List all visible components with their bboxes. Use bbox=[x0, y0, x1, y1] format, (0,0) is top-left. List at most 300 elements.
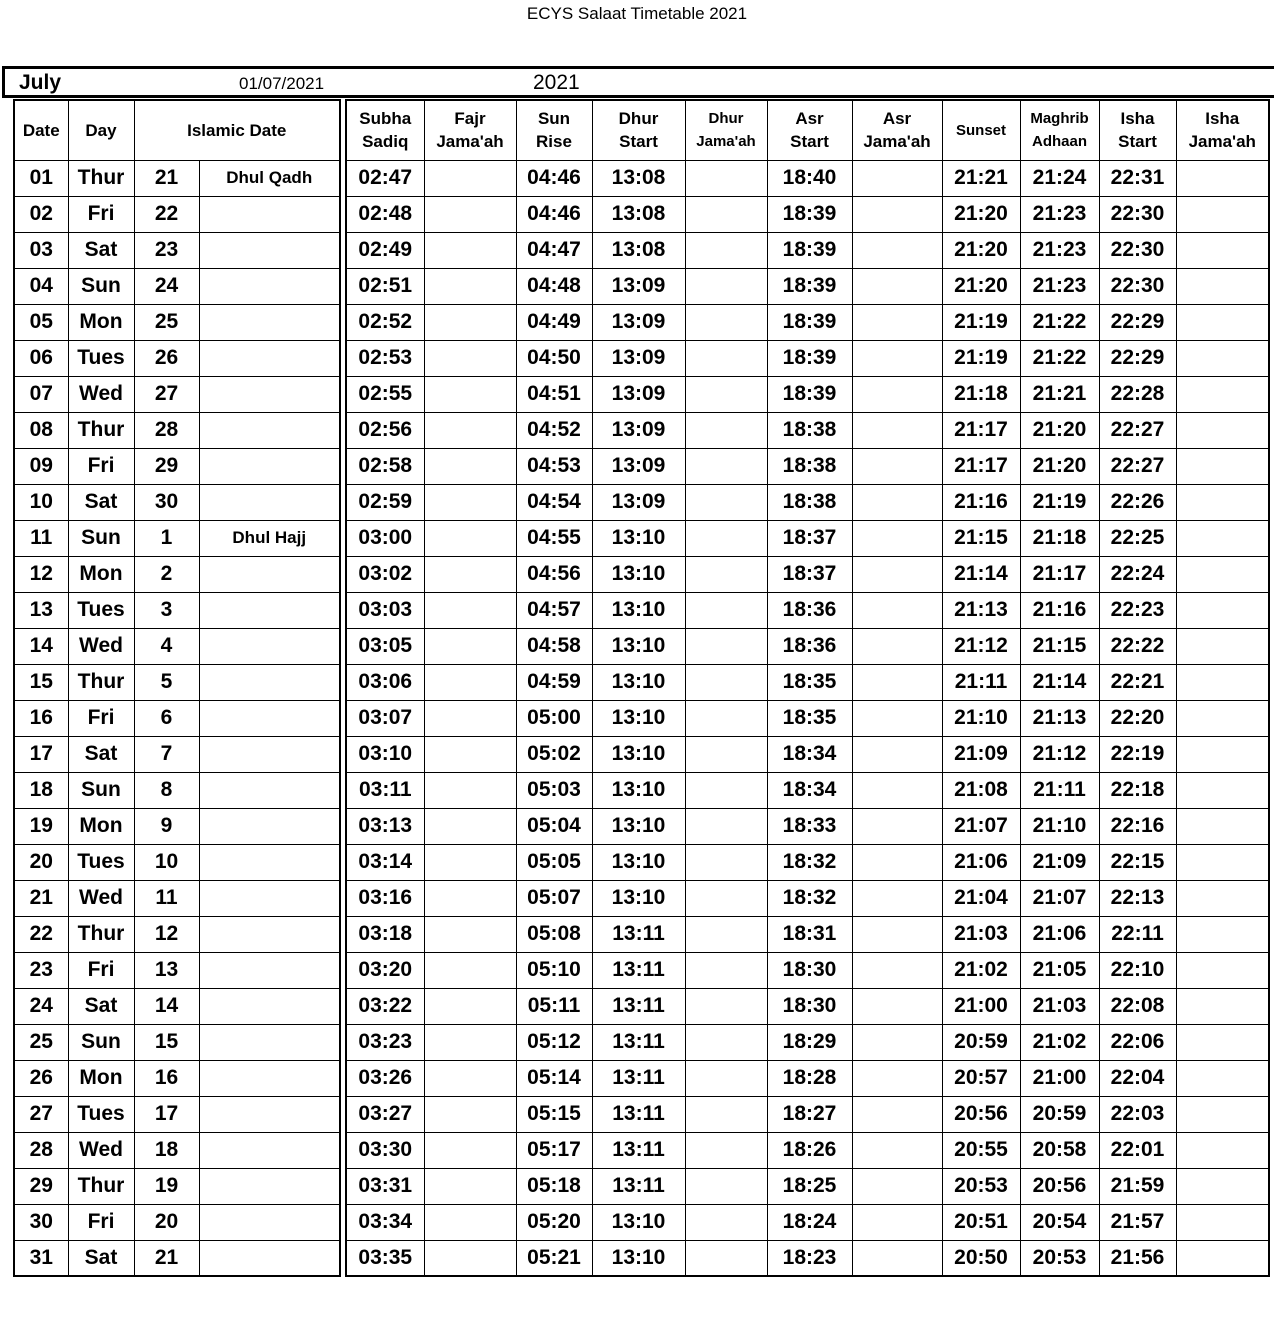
date-cell: 23 bbox=[14, 952, 68, 988]
sunrise-cell: 05:00 bbox=[516, 700, 592, 736]
asr-start-cell: 18:34 bbox=[767, 772, 852, 808]
dhur-jamaah-cell bbox=[685, 556, 767, 592]
fajr-jamaah-cell bbox=[424, 376, 516, 412]
sunset-cell: 20:55 bbox=[942, 1132, 1020, 1168]
dhur-jamaah-cell bbox=[685, 988, 767, 1024]
subha-sadiq-cell: 02:52 bbox=[346, 304, 424, 340]
islamic-day-cell: 21 bbox=[134, 1240, 199, 1276]
maghrib-adhaan-cell: 21:07 bbox=[1020, 880, 1099, 916]
table-row bbox=[346, 376, 1269, 412]
dhur-jamaah-cell bbox=[685, 1096, 767, 1132]
subha-sadiq-cell: 03:13 bbox=[346, 808, 424, 844]
subha-sadiq-cell: 03:27 bbox=[346, 1096, 424, 1132]
sunrise-cell: 04:56 bbox=[516, 556, 592, 592]
date-cell: 16 bbox=[14, 700, 68, 736]
dhur-start-cell: 13:11 bbox=[592, 1096, 685, 1132]
fajr-jamaah-cell bbox=[424, 988, 516, 1024]
subha-sadiq-cell: 03:23 bbox=[346, 1024, 424, 1060]
day-cell: Sat bbox=[68, 1240, 134, 1276]
dhur-jamaah-cell bbox=[685, 412, 767, 448]
sunset-cell: 21:07 bbox=[942, 808, 1020, 844]
sunrise-cell: 05:07 bbox=[516, 880, 592, 916]
maghrib-adhaan-cell: 21:21 bbox=[1020, 376, 1099, 412]
isha-start-cell: 22:04 bbox=[1099, 1060, 1176, 1096]
sunrise-cell: 05:03 bbox=[516, 772, 592, 808]
asr-start-cell: 18:28 bbox=[767, 1060, 852, 1096]
subha-sadiq-cell: 03:18 bbox=[346, 916, 424, 952]
sunset-cell: 21:15 bbox=[942, 520, 1020, 556]
subha-sadiq-cell: 03:06 bbox=[346, 664, 424, 700]
asr-start-cell: 18:30 bbox=[767, 952, 852, 988]
isha-jamaah-cell bbox=[1176, 160, 1269, 196]
subha-sadiq-cell: 02:49 bbox=[346, 232, 424, 268]
isha-start-cell: 22:01 bbox=[1099, 1132, 1176, 1168]
asr-jamaah-cell bbox=[852, 844, 942, 880]
sunrise-cell: 04:49 bbox=[516, 304, 592, 340]
subha-sadiq-cell: 03:11 bbox=[346, 772, 424, 808]
date-cell: 31 bbox=[14, 1240, 68, 1276]
asr-jamaah-cell bbox=[852, 952, 942, 988]
isha-start-cell: 22:28 bbox=[1099, 376, 1176, 412]
day-cell: Wed bbox=[68, 376, 134, 412]
subha-sadiq-cell: 03:31 bbox=[346, 1168, 424, 1204]
sunset-cell: 21:20 bbox=[942, 268, 1020, 304]
dhur-start-cell: 13:11 bbox=[592, 988, 685, 1024]
isha-start-cell: 21:57 bbox=[1099, 1204, 1176, 1240]
table-row bbox=[14, 160, 340, 196]
fajr-jamaah-cell bbox=[424, 844, 516, 880]
isha-start-cell: 21:59 bbox=[1099, 1168, 1176, 1204]
isha-start-cell: 22:18 bbox=[1099, 772, 1176, 808]
sunrise-cell: 04:57 bbox=[516, 592, 592, 628]
sunset-cell: 21:09 bbox=[942, 736, 1020, 772]
sunset-cell: 21:08 bbox=[942, 772, 1020, 808]
date-cell: 21 bbox=[14, 880, 68, 916]
asr-jamaah-cell bbox=[852, 196, 942, 232]
dhur-jamaah-cell bbox=[685, 1024, 767, 1060]
asr-jamaah-cell bbox=[852, 520, 942, 556]
isha-start-cell: 22:19 bbox=[1099, 736, 1176, 772]
table-row bbox=[346, 1024, 1269, 1060]
table-row bbox=[346, 1204, 1269, 1240]
dhur-jamaah-cell bbox=[685, 340, 767, 376]
islamic-day-cell: 17 bbox=[134, 1096, 199, 1132]
table-row bbox=[14, 880, 340, 916]
maghrib-adhaan-cell: 21:11 bbox=[1020, 772, 1099, 808]
header-dhur-start: Dhur Start bbox=[592, 100, 685, 160]
isha-jamaah-cell bbox=[1176, 916, 1269, 952]
islamic-day-cell: 9 bbox=[134, 808, 199, 844]
day-cell: Thur bbox=[68, 160, 134, 196]
table-row bbox=[346, 592, 1269, 628]
table-row bbox=[14, 1168, 340, 1204]
date-cell: 30 bbox=[14, 1204, 68, 1240]
sunrise-cell: 04:55 bbox=[516, 520, 592, 556]
fajr-jamaah-cell bbox=[424, 304, 516, 340]
sunrise-cell: 04:46 bbox=[516, 196, 592, 232]
table-row bbox=[346, 340, 1269, 376]
islamic-day-cell: 30 bbox=[134, 484, 199, 520]
sunset-cell: 21:17 bbox=[942, 448, 1020, 484]
asr-start-cell: 18:38 bbox=[767, 448, 852, 484]
fajr-jamaah-cell bbox=[424, 772, 516, 808]
islamic-month-cell bbox=[199, 844, 340, 880]
islamic-month-cell bbox=[199, 1096, 340, 1132]
date-cell: 15 bbox=[14, 664, 68, 700]
maghrib-adhaan-cell: 21:23 bbox=[1020, 196, 1099, 232]
asr-jamaah-cell bbox=[852, 448, 942, 484]
fajr-jamaah-cell bbox=[424, 664, 516, 700]
isha-jamaah-cell bbox=[1176, 628, 1269, 664]
asr-jamaah-cell bbox=[852, 628, 942, 664]
maghrib-adhaan-cell: 21:18 bbox=[1020, 520, 1099, 556]
table-row bbox=[14, 1204, 340, 1240]
dhur-jamaah-cell bbox=[685, 376, 767, 412]
islamic-day-cell: 27 bbox=[134, 376, 199, 412]
fajr-jamaah-cell bbox=[424, 1168, 516, 1204]
header-sunset: Sunset bbox=[942, 100, 1020, 160]
dhur-start-cell: 13:11 bbox=[592, 916, 685, 952]
isha-jamaah-cell bbox=[1176, 1024, 1269, 1060]
islamic-day-cell: 8 bbox=[134, 772, 199, 808]
isha-start-cell: 22:24 bbox=[1099, 556, 1176, 592]
isha-jamaah-cell bbox=[1176, 664, 1269, 700]
fajr-jamaah-cell bbox=[424, 700, 516, 736]
sunset-cell: 20:53 bbox=[942, 1168, 1020, 1204]
dhur-start-cell: 13:09 bbox=[592, 484, 685, 520]
fajr-jamaah-cell bbox=[424, 1060, 516, 1096]
islamic-month-cell bbox=[199, 1204, 340, 1240]
asr-jamaah-cell bbox=[852, 880, 942, 916]
islamic-day-cell: 13 bbox=[134, 952, 199, 988]
table-row bbox=[14, 340, 340, 376]
date-cell: 18 bbox=[14, 772, 68, 808]
table-row bbox=[346, 232, 1269, 268]
dhur-start-cell: 13:10 bbox=[592, 844, 685, 880]
subha-sadiq-cell: 03:20 bbox=[346, 952, 424, 988]
day-cell: Thur bbox=[68, 664, 134, 700]
subha-sadiq-cell: 02:53 bbox=[346, 340, 424, 376]
islamic-day-cell: 20 bbox=[134, 1204, 199, 1240]
asr-jamaah-cell bbox=[852, 232, 942, 268]
asr-jamaah-cell bbox=[852, 160, 942, 196]
header-isha-start: Isha Start bbox=[1099, 100, 1176, 160]
asr-jamaah-cell bbox=[852, 412, 942, 448]
maghrib-adhaan-cell: 21:12 bbox=[1020, 736, 1099, 772]
date-cell: 22 bbox=[14, 916, 68, 952]
asr-jamaah-cell bbox=[852, 556, 942, 592]
maghrib-adhaan-cell: 21:23 bbox=[1020, 232, 1099, 268]
sunrise-cell: 05:05 bbox=[516, 844, 592, 880]
asr-start-cell: 18:39 bbox=[767, 196, 852, 232]
asr-start-cell: 18:23 bbox=[767, 1240, 852, 1276]
table-row bbox=[14, 196, 340, 232]
month-label: July bbox=[19, 71, 62, 94]
date-cell: 09 bbox=[14, 448, 68, 484]
islamic-day-cell: 1 bbox=[134, 520, 199, 556]
subha-sadiq-cell: 02:47 bbox=[346, 160, 424, 196]
islamic-month-cell bbox=[199, 700, 340, 736]
asr-start-cell: 18:24 bbox=[767, 1204, 852, 1240]
isha-start-cell: 22:27 bbox=[1099, 448, 1176, 484]
asr-jamaah-cell bbox=[852, 1240, 942, 1276]
maghrib-adhaan-cell: 21:15 bbox=[1020, 628, 1099, 664]
header-maghrib-adhaan: Maghrib Adhaan bbox=[1020, 100, 1099, 160]
table-row bbox=[346, 664, 1269, 700]
dhur-start-cell: 13:10 bbox=[592, 1204, 685, 1240]
fajr-jamaah-cell bbox=[424, 232, 516, 268]
isha-start-cell: 22:30 bbox=[1099, 232, 1176, 268]
date-cell: 08 bbox=[14, 412, 68, 448]
dhur-jamaah-cell bbox=[685, 664, 767, 700]
table-row bbox=[14, 376, 340, 412]
subha-sadiq-cell: 02:56 bbox=[346, 412, 424, 448]
dhur-start-cell: 13:09 bbox=[592, 268, 685, 304]
day-cell: Fri bbox=[68, 1204, 134, 1240]
isha-start-cell: 22:22 bbox=[1099, 628, 1176, 664]
sunset-cell: 21:10 bbox=[942, 700, 1020, 736]
date-cell: 11 bbox=[14, 520, 68, 556]
dhur-start-cell: 13:09 bbox=[592, 304, 685, 340]
fajr-jamaah-cell bbox=[424, 880, 516, 916]
asr-start-cell: 18:27 bbox=[767, 1096, 852, 1132]
day-cell: Mon bbox=[68, 808, 134, 844]
isha-jamaah-cell bbox=[1176, 232, 1269, 268]
dhur-jamaah-cell bbox=[685, 772, 767, 808]
date-cell: 01 bbox=[14, 160, 68, 196]
subha-sadiq-cell: 03:34 bbox=[346, 1204, 424, 1240]
dhur-start-cell: 13:10 bbox=[592, 772, 685, 808]
subha-sadiq-cell: 02:59 bbox=[346, 484, 424, 520]
day-cell: Wed bbox=[68, 1132, 134, 1168]
table-row bbox=[346, 448, 1269, 484]
dhur-jamaah-cell bbox=[685, 520, 767, 556]
subha-sadiq-cell: 03:02 bbox=[346, 556, 424, 592]
day-cell: Tues bbox=[68, 844, 134, 880]
sunset-cell: 20:56 bbox=[942, 1096, 1020, 1132]
isha-jamaah-cell bbox=[1176, 772, 1269, 808]
table-row bbox=[14, 232, 340, 268]
table-row bbox=[14, 916, 340, 952]
dhur-start-cell: 13:11 bbox=[592, 952, 685, 988]
table-row bbox=[14, 808, 340, 844]
islamic-day-cell: 2 bbox=[134, 556, 199, 592]
date-cell: 04 bbox=[14, 268, 68, 304]
sunset-cell: 21:03 bbox=[942, 916, 1020, 952]
sunset-cell: 21:20 bbox=[942, 232, 1020, 268]
table-row bbox=[346, 844, 1269, 880]
table-row bbox=[14, 556, 340, 592]
isha-start-cell: 22:03 bbox=[1099, 1096, 1176, 1132]
asr-start-cell: 18:36 bbox=[767, 628, 852, 664]
maghrib-adhaan-cell: 21:22 bbox=[1020, 304, 1099, 340]
islamic-month-cell bbox=[199, 592, 340, 628]
day-cell: Fri bbox=[68, 196, 134, 232]
maghrib-adhaan-cell: 21:16 bbox=[1020, 592, 1099, 628]
isha-start-cell: 22:06 bbox=[1099, 1024, 1176, 1060]
asr-jamaah-cell bbox=[852, 916, 942, 952]
dhur-start-cell: 13:09 bbox=[592, 340, 685, 376]
isha-jamaah-cell bbox=[1176, 736, 1269, 772]
isha-jamaah-cell bbox=[1176, 1132, 1269, 1168]
date-cell: 17 bbox=[14, 736, 68, 772]
table-row bbox=[14, 736, 340, 772]
table-row bbox=[346, 196, 1269, 232]
isha-start-cell: 22:20 bbox=[1099, 700, 1176, 736]
day-cell: Tues bbox=[68, 1096, 134, 1132]
day-cell: Thur bbox=[68, 916, 134, 952]
dhur-jamaah-cell bbox=[685, 952, 767, 988]
sunrise-cell: 05:12 bbox=[516, 1024, 592, 1060]
sunset-cell: 21:19 bbox=[942, 304, 1020, 340]
maghrib-adhaan-cell: 21:14 bbox=[1020, 664, 1099, 700]
isha-start-cell: 22:13 bbox=[1099, 880, 1176, 916]
subha-sadiq-cell: 03:00 bbox=[346, 520, 424, 556]
header-fajr-jamaah: Fajr Jama'ah bbox=[424, 100, 516, 160]
dhur-start-cell: 13:10 bbox=[592, 880, 685, 916]
day-cell: Mon bbox=[68, 304, 134, 340]
islamic-day-cell: 12 bbox=[134, 916, 199, 952]
day-cell: Thur bbox=[68, 412, 134, 448]
fajr-jamaah-cell bbox=[424, 1204, 516, 1240]
sunrise-cell: 05:21 bbox=[516, 1240, 592, 1276]
dhur-start-cell: 13:10 bbox=[592, 700, 685, 736]
subha-sadiq-cell: 02:48 bbox=[346, 196, 424, 232]
date-cell: 14 bbox=[14, 628, 68, 664]
asr-jamaah-cell bbox=[852, 340, 942, 376]
sunrise-cell: 04:48 bbox=[516, 268, 592, 304]
asr-jamaah-cell bbox=[852, 772, 942, 808]
day-cell: Sat bbox=[68, 232, 134, 268]
asr-start-cell: 18:34 bbox=[767, 736, 852, 772]
asr-start-cell: 18:37 bbox=[767, 520, 852, 556]
subha-sadiq-cell: 03:35 bbox=[346, 1240, 424, 1276]
dhur-jamaah-cell bbox=[685, 844, 767, 880]
table-row bbox=[14, 520, 340, 556]
sunset-cell: 21:20 bbox=[942, 196, 1020, 232]
asr-start-cell: 18:37 bbox=[767, 556, 852, 592]
table-row bbox=[346, 304, 1269, 340]
asr-jamaah-cell bbox=[852, 1204, 942, 1240]
sunrise-cell: 04:52 bbox=[516, 412, 592, 448]
isha-start-cell: 22:21 bbox=[1099, 664, 1176, 700]
dhur-jamaah-cell bbox=[685, 1168, 767, 1204]
sunset-cell: 20:51 bbox=[942, 1204, 1020, 1240]
asr-jamaah-cell bbox=[852, 484, 942, 520]
day-cell: Mon bbox=[68, 1060, 134, 1096]
subha-sadiq-cell: 03:05 bbox=[346, 628, 424, 664]
sunrise-cell: 05:11 bbox=[516, 988, 592, 1024]
header-subha-sadiq: Subha Sadiq bbox=[346, 100, 424, 160]
isha-start-cell: 21:56 bbox=[1099, 1240, 1176, 1276]
header-row bbox=[14, 100, 340, 160]
dhur-start-cell: 13:10 bbox=[592, 520, 685, 556]
dhur-jamaah-cell bbox=[685, 736, 767, 772]
maghrib-adhaan-cell: 21:22 bbox=[1020, 340, 1099, 376]
header-row bbox=[346, 100, 1269, 160]
table-row bbox=[14, 1096, 340, 1132]
isha-jamaah-cell bbox=[1176, 1096, 1269, 1132]
fajr-jamaah-cell bbox=[424, 268, 516, 304]
dhur-jamaah-cell bbox=[685, 1204, 767, 1240]
dhur-start-cell: 13:08 bbox=[592, 196, 685, 232]
day-cell: Sat bbox=[68, 484, 134, 520]
islamic-month-cell bbox=[199, 376, 340, 412]
islamic-month-cell bbox=[199, 988, 340, 1024]
fajr-jamaah-cell bbox=[424, 520, 516, 556]
islamic-month-cell bbox=[199, 556, 340, 592]
islamic-month-cell bbox=[199, 916, 340, 952]
asr-start-cell: 18:25 bbox=[767, 1168, 852, 1204]
dhur-jamaah-cell bbox=[685, 700, 767, 736]
sunset-cell: 21:11 bbox=[942, 664, 1020, 700]
sunrise-cell: 04:50 bbox=[516, 340, 592, 376]
table-row bbox=[346, 556, 1269, 592]
asr-jamaah-cell bbox=[852, 376, 942, 412]
asr-start-cell: 18:32 bbox=[767, 844, 852, 880]
islamic-day-cell: 11 bbox=[134, 880, 199, 916]
islamic-day-cell: 23 bbox=[134, 232, 199, 268]
maghrib-adhaan-cell: 21:05 bbox=[1020, 952, 1099, 988]
table-row bbox=[14, 772, 340, 808]
date-cell: 05 bbox=[14, 304, 68, 340]
isha-jamaah-cell bbox=[1176, 412, 1269, 448]
dhur-start-cell: 13:11 bbox=[592, 1168, 685, 1204]
isha-jamaah-cell bbox=[1176, 808, 1269, 844]
isha-start-cell: 22:31 bbox=[1099, 160, 1176, 196]
table-row bbox=[346, 1132, 1269, 1168]
islamic-month-cell bbox=[199, 952, 340, 988]
header-date: Date bbox=[14, 100, 68, 160]
isha-start-cell: 22:23 bbox=[1099, 592, 1176, 628]
islamic-month-cell bbox=[199, 880, 340, 916]
asr-start-cell: 18:39 bbox=[767, 232, 852, 268]
subha-sadiq-cell: 03:26 bbox=[346, 1060, 424, 1096]
day-cell: Mon bbox=[68, 556, 134, 592]
table-row bbox=[14, 1024, 340, 1060]
isha-start-cell: 22:30 bbox=[1099, 196, 1176, 232]
date-cell: 13 bbox=[14, 592, 68, 628]
maghrib-adhaan-cell: 21:10 bbox=[1020, 808, 1099, 844]
islamic-day-cell: 10 bbox=[134, 844, 199, 880]
isha-jamaah-cell bbox=[1176, 988, 1269, 1024]
maghrib-adhaan-cell: 21:00 bbox=[1020, 1060, 1099, 1096]
asr-jamaah-cell bbox=[852, 1096, 942, 1132]
day-cell: Sun bbox=[68, 268, 134, 304]
dhur-start-cell: 13:10 bbox=[592, 556, 685, 592]
asr-start-cell: 18:32 bbox=[767, 880, 852, 916]
date-cell: 26 bbox=[14, 1060, 68, 1096]
day-cell: Sun bbox=[68, 520, 134, 556]
sunset-cell: 21:00 bbox=[942, 988, 1020, 1024]
maghrib-adhaan-cell: 21:13 bbox=[1020, 700, 1099, 736]
table-row bbox=[346, 628, 1269, 664]
isha-start-cell: 22:30 bbox=[1099, 268, 1176, 304]
fajr-jamaah-cell bbox=[424, 160, 516, 196]
fajr-jamaah-cell bbox=[424, 1240, 516, 1276]
islamic-day-cell: 28 bbox=[134, 412, 199, 448]
subha-sadiq-cell: 03:14 bbox=[346, 844, 424, 880]
dhur-start-cell: 13:10 bbox=[592, 808, 685, 844]
header-dhur-jamaah: Dhur Jama'ah bbox=[685, 100, 767, 160]
date-cell: 03 bbox=[14, 232, 68, 268]
islamic-month-cell bbox=[199, 1024, 340, 1060]
sunset-cell: 21:04 bbox=[942, 880, 1020, 916]
dhur-jamaah-cell bbox=[685, 1132, 767, 1168]
fajr-jamaah-cell bbox=[424, 1024, 516, 1060]
day-cell: Sat bbox=[68, 736, 134, 772]
fajr-jamaah-cell bbox=[424, 484, 516, 520]
